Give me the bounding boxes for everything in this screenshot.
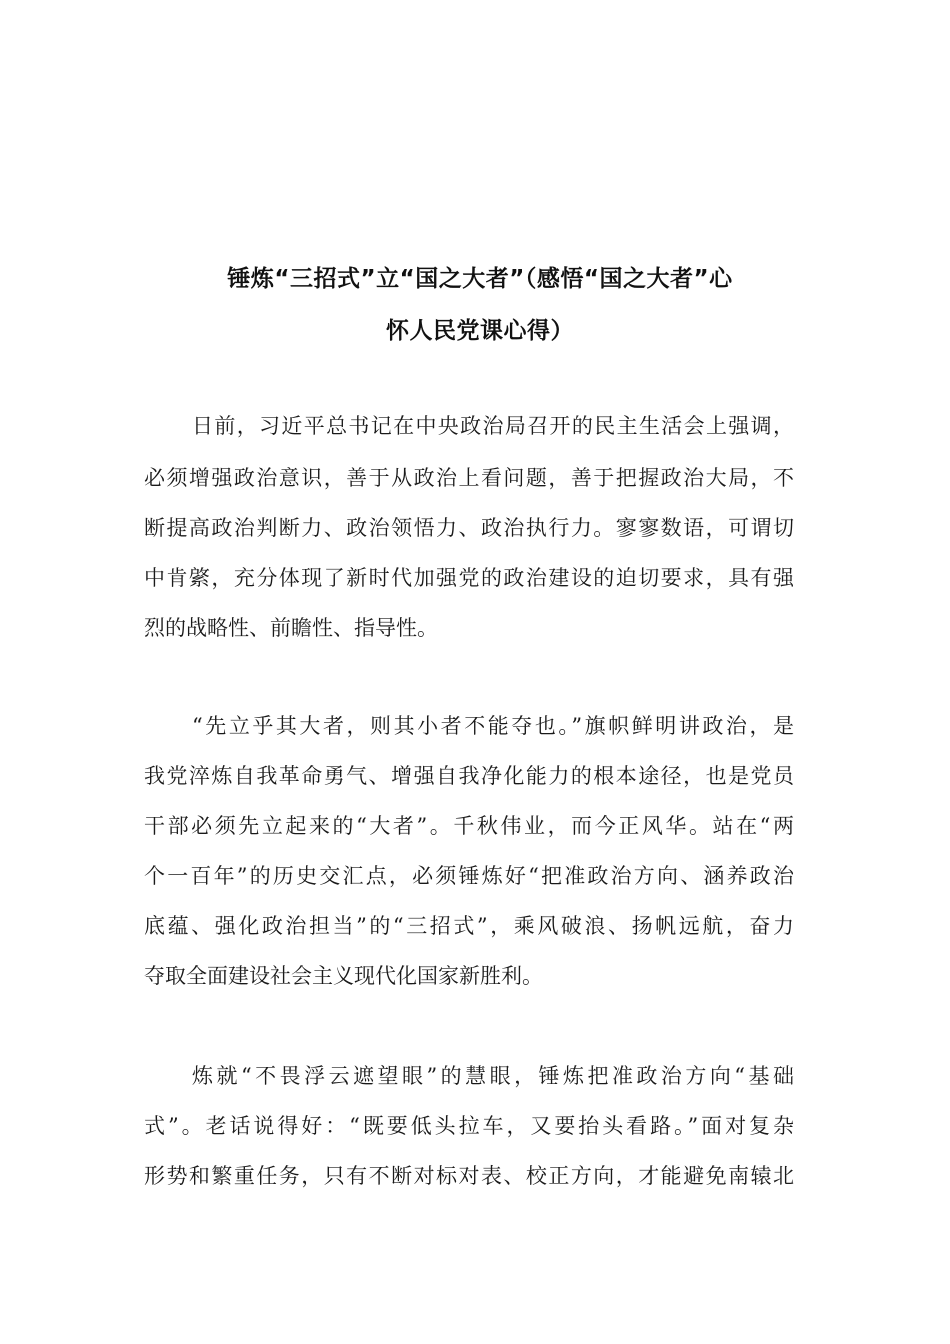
paragraph-3-line-2: 式”。老话说得好：“既要低头拉车，又要抬头看路。”面对复杂 <box>144 1114 794 1138</box>
paragraph-3-line-3: 形势和繁重任务，只有不断对标对表、校正方向，才能避免南辕北 <box>144 1164 794 1188</box>
paragraph-1-line-2: 必须增强政治意识，善于从政治上看问题，善于把握政治大局，不 <box>144 466 794 490</box>
paragraph-2-line-4: 个一百年”的历史交汇点，必须锤炼好“把准政治方向、涵养政治 <box>144 864 794 888</box>
paragraph-2-line-6: 夺取全面建设社会主义现代化国家新胜利。 <box>144 964 543 988</box>
paragraph-2-line-2: 我党淬炼自我革命勇气、增强自我净化能力的根本途径，也是党员 <box>144 764 794 788</box>
paragraph-1-line-4: 中肯綮，充分体现了新时代加强党的政治建设的迫切要求，具有强 <box>144 566 794 590</box>
document-title-line-2: 怀人民党课心得） <box>386 318 574 344</box>
paragraph-3-line-1: 炼就“不畏浮云遮望眼”的慧眼，锤炼把准政治方向“基础 <box>192 1064 794 1088</box>
paragraph-2-line-1: “先立乎其大者，则其小者不能夺也。”旗帜鲜明讲政治，是 <box>192 714 794 738</box>
paragraph-1-line-1: 日前，习近平总书记在中央政治局召开的民主生活会上强调， <box>192 414 794 438</box>
paragraph-2-line-3: 干部必须先立起来的“大者”。千秋伟业，而今正风华。站在“两 <box>144 814 794 838</box>
paragraph-1-line-5: 烈的战略性、前瞻性、指导性。 <box>144 616 438 640</box>
document-title-line-1: 锤炼“三招式”立“国之大者”（感悟“国之大者”心 <box>227 266 733 292</box>
paragraph-1-line-3: 断提高政治判断力、政治领悟力、政治执行力。寥寥数语，可谓切 <box>144 516 794 540</box>
paragraph-2-line-5: 底蕴、强化政治担当”的“三招式”，乘风破浪、扬帆远航，奋力 <box>144 914 794 938</box>
